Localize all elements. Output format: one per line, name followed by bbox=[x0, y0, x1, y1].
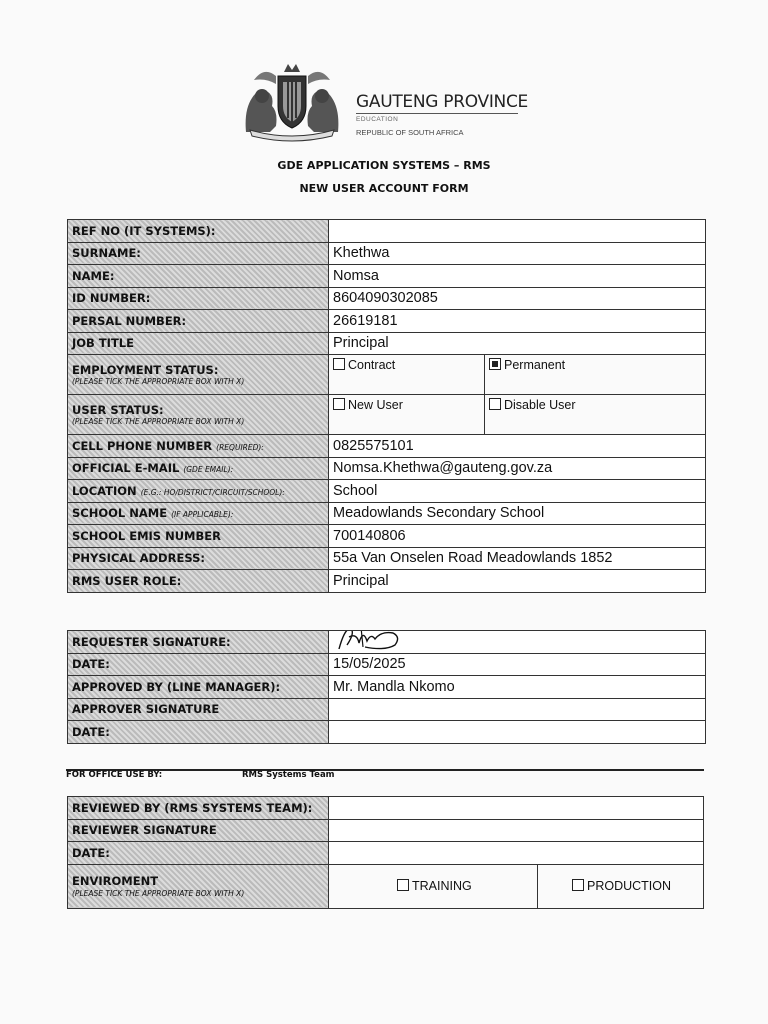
surname-field[interactable]: Khethwa bbox=[329, 242, 706, 265]
table-row bbox=[68, 676, 706, 699]
cell-phone-field[interactable]: 0825575101 bbox=[329, 435, 706, 458]
job-title-label: JOB TITLE bbox=[68, 332, 329, 355]
environment-hint: (PLEASE TICK THE APPROPRIATE BOX WITH X) bbox=[72, 888, 245, 898]
table-row bbox=[68, 332, 706, 355]
country-name: REPUBLIC OF SOUTH AFRICA bbox=[356, 128, 464, 137]
review-date-label: DATE: bbox=[68, 842, 329, 865]
approved-by-field[interactable]: Mr. Mandla Nkomo bbox=[329, 676, 706, 699]
table-row bbox=[68, 698, 706, 721]
permanent-option[interactable] bbox=[485, 355, 706, 395]
email-label-cell bbox=[68, 457, 329, 480]
production-checkbox[interactable] bbox=[572, 879, 584, 891]
school-name-hint: (IF APPLICABLE): bbox=[171, 510, 234, 520]
review-date-field[interactable] bbox=[329, 842, 704, 865]
user-status-label: USER STATUS: bbox=[72, 402, 164, 417]
reviewed-by-label: REVIEWED BY (RMS SYSTEMS TEAM): bbox=[68, 797, 329, 820]
requester-signature-field[interactable] bbox=[329, 631, 706, 654]
email-label: OFFICIAL E-MAIL bbox=[72, 461, 180, 476]
reviewer-signature-label: REVIEWER SIGNATURE bbox=[68, 819, 329, 842]
table-row bbox=[68, 480, 706, 503]
table-row bbox=[68, 525, 706, 548]
new-user-checkbox[interactable] bbox=[333, 398, 345, 410]
requester-signature-label: REQUESTER SIGNATURE: bbox=[68, 631, 329, 654]
training-label: TRAINING bbox=[412, 879, 472, 893]
employment-status-label-cell bbox=[68, 355, 329, 395]
approver-date-label: DATE: bbox=[68, 721, 329, 744]
location-hint: (E.G.: HO/DISTRICT/CIRCUIT/SCHOOL): bbox=[140, 487, 285, 497]
approver-signature-field[interactable] bbox=[329, 698, 706, 721]
handwritten-signature bbox=[335, 631, 405, 654]
table-row bbox=[68, 435, 706, 458]
school-name-label: SCHOOL NAME bbox=[72, 506, 168, 521]
table-row bbox=[68, 653, 706, 676]
training-option[interactable] bbox=[329, 864, 538, 908]
user-status-label-cell bbox=[68, 395, 329, 435]
cell-phone-label-cell bbox=[68, 435, 329, 458]
emis-label: SCHOOL EMIS NUMBER bbox=[68, 525, 329, 548]
school-name-label-cell bbox=[68, 502, 329, 525]
user-status-hint: (PLEASE TICK THE APPROPRIATE BOX WITH X) bbox=[72, 417, 245, 426]
id-number-label: ID NUMBER: bbox=[68, 287, 329, 310]
environment-label: ENVIROMENT bbox=[72, 874, 159, 889]
id-number-field[interactable]: 8604090302085 bbox=[329, 287, 706, 310]
production-label: PRODUCTION bbox=[587, 879, 672, 893]
location-label: LOCATION bbox=[72, 483, 137, 498]
employment-status-hint: (PLEASE TICK THE APPROPRIATE BOX WITH X) bbox=[72, 377, 245, 386]
employment-status-label: EMPLOYMENT STATUS: bbox=[72, 362, 219, 377]
department-name: EDUCATION bbox=[356, 116, 399, 123]
surname-label: SURNAME: bbox=[68, 242, 329, 265]
table-row bbox=[68, 287, 706, 310]
contract-checkbox[interactable] bbox=[333, 358, 345, 370]
school-name-field[interactable]: Meadowlands Secondary School bbox=[329, 502, 706, 525]
ref-no-label: REF NO (IT SYSTEMS): bbox=[68, 220, 329, 243]
table-row bbox=[68, 457, 706, 480]
office-table bbox=[67, 796, 704, 909]
training-checkbox[interactable] bbox=[397, 879, 409, 891]
table-row bbox=[68, 721, 706, 744]
letterhead bbox=[236, 62, 536, 144]
location-label-cell bbox=[68, 480, 329, 503]
table-row bbox=[68, 819, 704, 842]
letterhead-rule bbox=[356, 113, 518, 114]
permanent-label: Permanent bbox=[504, 358, 566, 372]
approver-date-field[interactable] bbox=[329, 721, 706, 744]
table-row bbox=[68, 502, 706, 525]
location-field[interactable]: School bbox=[329, 480, 706, 503]
table-row bbox=[68, 310, 706, 333]
disable-user-label: Disable User bbox=[504, 398, 576, 412]
approved-by-label: APPROVED BY (LINE MANAGER): bbox=[68, 676, 329, 699]
email-field[interactable]: Nomsa.Khethwa@gauteng.gov.za bbox=[329, 457, 706, 480]
request-date-field[interactable]: 15/05/2025 bbox=[329, 653, 706, 676]
reviewed-by-field[interactable] bbox=[329, 797, 704, 820]
table-row bbox=[68, 220, 706, 243]
office-use-label: FOR OFFICE USE BY: bbox=[66, 770, 163, 780]
approver-signature-label: APPROVER SIGNATURE bbox=[68, 698, 329, 721]
new-user-option[interactable] bbox=[329, 395, 485, 435]
cell-phone-label: CELL PHONE NUMBER bbox=[72, 438, 213, 453]
reviewer-signature-field[interactable] bbox=[329, 819, 704, 842]
role-field[interactable]: Principal bbox=[329, 570, 706, 593]
permanent-checkbox[interactable] bbox=[489, 358, 501, 370]
table-row bbox=[68, 797, 704, 820]
table-row bbox=[68, 570, 706, 593]
new-user-label: New User bbox=[348, 398, 403, 412]
table-row bbox=[68, 395, 706, 435]
coat-of-arms-logo bbox=[236, 62, 348, 142]
table-row bbox=[68, 242, 706, 265]
environment-label-cell bbox=[68, 864, 329, 908]
office-team-label: RMS Systems Team bbox=[242, 770, 335, 780]
contract-option[interactable] bbox=[329, 355, 485, 395]
table-row bbox=[68, 355, 706, 395]
persal-label: PERSAL NUMBER: bbox=[68, 310, 329, 333]
table-row bbox=[68, 842, 704, 865]
disable-user-option[interactable] bbox=[485, 395, 706, 435]
ref-no-field[interactable] bbox=[329, 220, 706, 243]
cell-phone-hint: (REQUIRED): bbox=[216, 442, 264, 452]
contract-label: Contract bbox=[348, 358, 396, 372]
approval-table bbox=[67, 630, 706, 744]
system-title: GDE APPLICATION SYSTEMS – RMS bbox=[277, 159, 491, 172]
address-label: PHYSICAL ADDRESS: bbox=[68, 547, 329, 570]
emis-field[interactable]: 700140806 bbox=[329, 525, 706, 548]
province-title: GAUTENG PROVINCE bbox=[356, 92, 528, 112]
name-field[interactable]: Nomsa bbox=[329, 265, 706, 288]
disable-user-checkbox[interactable] bbox=[489, 398, 501, 410]
name-label: NAME: bbox=[68, 265, 329, 288]
email-hint: (GDE EMAIL): bbox=[183, 465, 234, 475]
persal-field[interactable]: 26619181 bbox=[329, 310, 706, 333]
production-option[interactable] bbox=[538, 864, 704, 908]
request-date-label: DATE: bbox=[68, 653, 329, 676]
address-field[interactable]: 55a Van Onselen Road Meadowlands 1852 bbox=[329, 547, 706, 570]
job-title-field[interactable]: Principal bbox=[329, 332, 706, 355]
table-row bbox=[68, 864, 704, 908]
table-row bbox=[68, 547, 706, 570]
table-row bbox=[68, 631, 706, 654]
role-label: RMS USER ROLE: bbox=[68, 570, 329, 593]
user-details-table bbox=[67, 219, 706, 593]
table-row bbox=[68, 265, 706, 288]
form-title: NEW USER ACCOUNT FORM bbox=[299, 182, 469, 195]
